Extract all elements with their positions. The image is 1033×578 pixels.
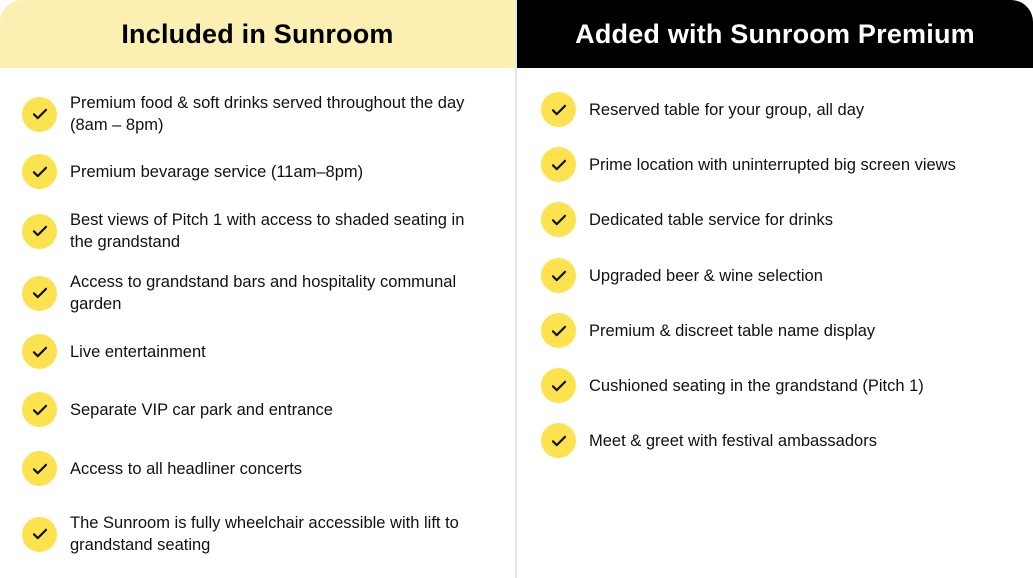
list-item [517,258,1033,293]
premium-column [517,0,1033,578]
check-icon [22,517,57,552]
check-icon [541,368,576,403]
list-item-label: Separate VIP car park and entrance [70,400,333,419]
check-icon [541,258,576,293]
premium-header: Added with Sunroom Premium [517,0,1033,68]
list-item-label: Access to grandstand bars and hospitality communal garden [70,273,457,313]
check-icon [541,313,576,348]
list-item-label: Best views of Pitch 1 with access to shaded seating in the grandstand [70,211,465,251]
check-icon [22,97,57,132]
list-item [517,313,1033,348]
check-icon [541,92,576,127]
list-item [0,271,515,315]
list-item [0,392,515,427]
list-item-label: The Sunroom is fully wheelchair accessible with lift to grandstand seating [70,514,459,554]
list-item-label: Prime location with uninterrupted big screen views [589,155,956,174]
check-icon [22,214,57,249]
list-item [0,451,515,486]
list-item [0,154,515,189]
list-item-label: Premium bevarage service (11am–8pm) [70,162,364,181]
list-item-label: Cushioned seating in the grandstand (Pitch 1) [589,376,924,395]
list-item-label: Premium & discreet table name display [589,321,876,340]
list-item [0,512,515,556]
list-item [0,209,515,253]
check-icon [541,202,576,237]
check-icon [22,154,57,189]
list-item-label: Premium food & soft drinks served throughout the day (8am – 8pm) [70,94,465,134]
list-item-label: Reserved table for your group, all day [589,100,865,119]
check-icon [22,276,57,311]
included-header: Included in Sunroom [0,0,515,68]
list-item [517,423,1033,458]
list-item [517,147,1033,182]
check-icon [541,147,576,182]
check-icon [22,392,57,427]
check-icon [541,423,576,458]
check-icon [22,334,57,369]
list-item-label: Live entertainment [70,342,206,361]
check-icon [22,451,57,486]
list-item-label: Access to all headliner concerts [70,459,303,478]
list-item [517,202,1033,237]
list-item [0,92,515,136]
list-item-label: Dedicated table service for drinks [589,210,833,229]
list-item [0,334,515,369]
list-item-label: Upgraded beer & wine selection [589,266,823,285]
list-item [517,92,1033,127]
list-item-label: Meet & greet with festival ambassadors [589,431,877,450]
list-item [517,368,1033,403]
